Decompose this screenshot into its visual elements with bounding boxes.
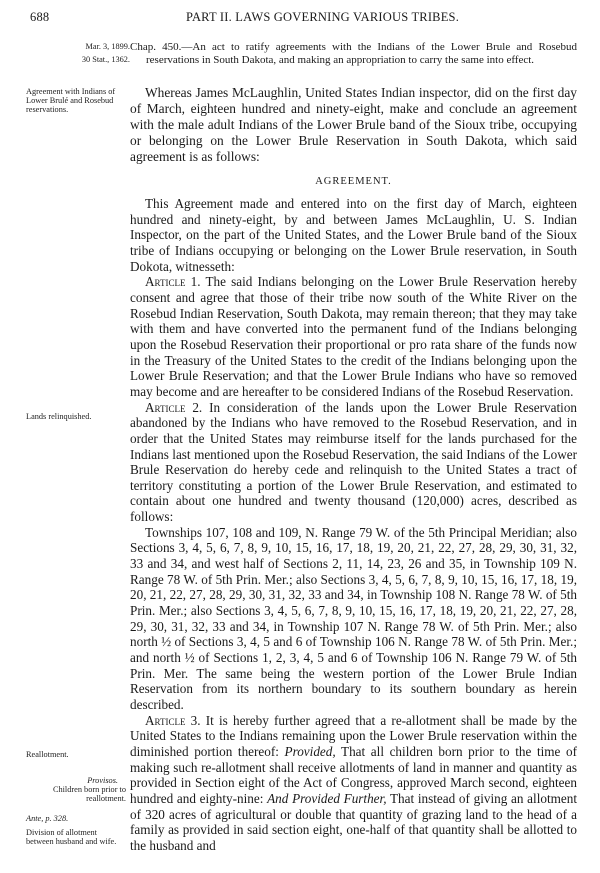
chapter-heading [130, 41, 577, 66]
margin-note-date: Mar. 3, 1899. [85, 42, 130, 51]
article-1-text: The said Indians belonging on the Lower Brule Reservation hereby consent and agree that those of their tribe now south of the White River on the Rosebud Indian Reservation, South Dakota, may remain thereon; that they may take with them and have converted into the permanent fund of the Indians belonging upon the Rosebud Reservation their proportional or pro rata share of the funds now in the Treasury of the United States to the credit of the Indians belonging upon the Lower Brule Reservation; and that the Lower Brule Indians who have so removed may become and are hereafter to be considered Indians of the Rosebud Reservation. [130, 274, 578, 399]
margin-note-agreement: Agreement with Indians of Lower Brulé and Rosebud reservations. [26, 87, 116, 114]
running-title: PART II. LAWS GOVERNING VARIOUS TRIBES. [185, 10, 460, 24]
article-3-text-b: That all children born prior to the time of making such re-allotment shall receive allotments of land in manner and quantity as provided in Section eight of the Act of Congress, approved March second, eighteen hundred and eighty-nine: [130, 743, 577, 806]
margin-note-provisos: Provisos. [87, 776, 118, 785]
preamble-text: Whereas James McLaughlin, United States Indian inspector, did on the first day of March, eighteen hundred and ninety-eight, make and conclude an agreement with the male adult Indians of the Lower Brule band of the Sioux tribe, occupying or belonging on the Lower Brule Reservation in South Dakota, which said agreement is as follows: [130, 85, 577, 164]
page-number: 688 [30, 10, 50, 24]
chapter-text: Chap. 450.—An act to ratify agreements with the Indians of the Lower Brule and Rosebud reservations in South Dakota, and making an appropriation to carry the same into effect. [130, 41, 577, 66]
article-3-text-c: That instead of giving an allotment of 320 acres of agricultural or double that quantity of grazing land to the head of a family as provided in said section eight, one-half of that quantity shall be allotted to the husband and [130, 790, 577, 853]
article-3 [130, 713, 577, 854]
article-1 [130, 274, 577, 399]
article-3-provided-further: And Provided Further, [267, 790, 387, 806]
agreement-body [130, 196, 577, 854]
margin-note-ante: Ante, p. 328. [26, 814, 69, 823]
article-1-label: Article 1. [145, 274, 201, 290]
margin-note-statute: 30 Stat., 1362. [81, 55, 130, 64]
article-2-label: Article 2. [145, 399, 203, 415]
article-2-townships: Townships 107, 108 and 109, N. Range 79 W. of the 5th Principal Meridian; also Sections 3, 4, 5, 6, 7, 8, 9, 10, 15, 16, 17, 18, 19, 20, 21, 22, 27, 28, 29, 30, 31, 32, 33 and 34, and west half of Sections 2, 11, 14, 23, 26 and 35, in Township 109 N. Range 78 W. of 5th Prin. Mer.; also Sections 3, 4, 5, 6, 7, 8, 9, 10, 15, 16, 17, 18, 19, 20, 21, 22, 27, 28, 29, 30, 31, 32, 33 and 34, in Township 108 N. Range 78 W. of 5th Prin. Mer.; also Sections 3, 4, 5, 6, 7, 8, 9, 10, 15, 16, 17, 18, 19, 20, 21, 22, 27, 28, 29, 30, 31, 32, 33 and 34, in Township 107 N. Range 78 W. of 5th Prin. Mer.; also north ½ of Sections 3, 4, 5 and 6 of Township 106 N. Range 78 W. of 5th Prin. Mer.; and north ½ of Sections 1, 2, 3, 4, 5 and 6 of Township 106 N. Range 79 W. of 5th Prin. Mer. The same being the western portion of the Lower Brule Indian Reservation from its northern boundary to its southern boundary as herein described. [130, 524, 577, 712]
article-3-provided: Provided, [284, 743, 336, 759]
margin-note-division: Division of allotment between husband and wife. [26, 828, 117, 846]
agreement-intro: This Agreement made and entered into on the first day of March, eighteen hundred and ninety-eight, by and between James McLaughlin, U. S. Indian Inspector, on the part of the United States, and the Lower Brule band of the Sioux tribe of Indians occupying or belonging on the Lower Brule reservation, in South Dokota, witnesseth: [130, 196, 577, 274]
page-header [30, 10, 575, 28]
margin-note-lands: Lands relinquished. [26, 412, 92, 421]
margin-note-reallotment: Reallotment. [26, 750, 69, 759]
preamble [130, 85, 577, 165]
article-2 [130, 400, 577, 525]
agreement-heading: AGREEMENT. [315, 176, 392, 187]
article-3-label: Article 3. [145, 712, 201, 728]
margin-note-children: Children born prior to reallotment. [52, 785, 126, 803]
article-3-text-a: It is hereby further agreed that a re-allotment shall be made by the United States to the Indians remaining upon the Lower Brule reservation within the diminished portion thereof: [130, 712, 578, 759]
article-2-text: In consideration of the lands upon the Lower Brule Reservation abandoned by the Indians who have removed to the Rosebud Reservation, and in order that the United States may reimburse itself for the lands purchased for the Indians last mentioned upon the Rosebud Reservation, the said Indians of the Lower Brule Reservation do hereby cede and relinquish to the United States a tract of territory constituting a portion of the Lower Brule Reservation, and estimated to contain about one hundred and twenty thousand (120,000) acres, described as follows: [130, 399, 578, 525]
